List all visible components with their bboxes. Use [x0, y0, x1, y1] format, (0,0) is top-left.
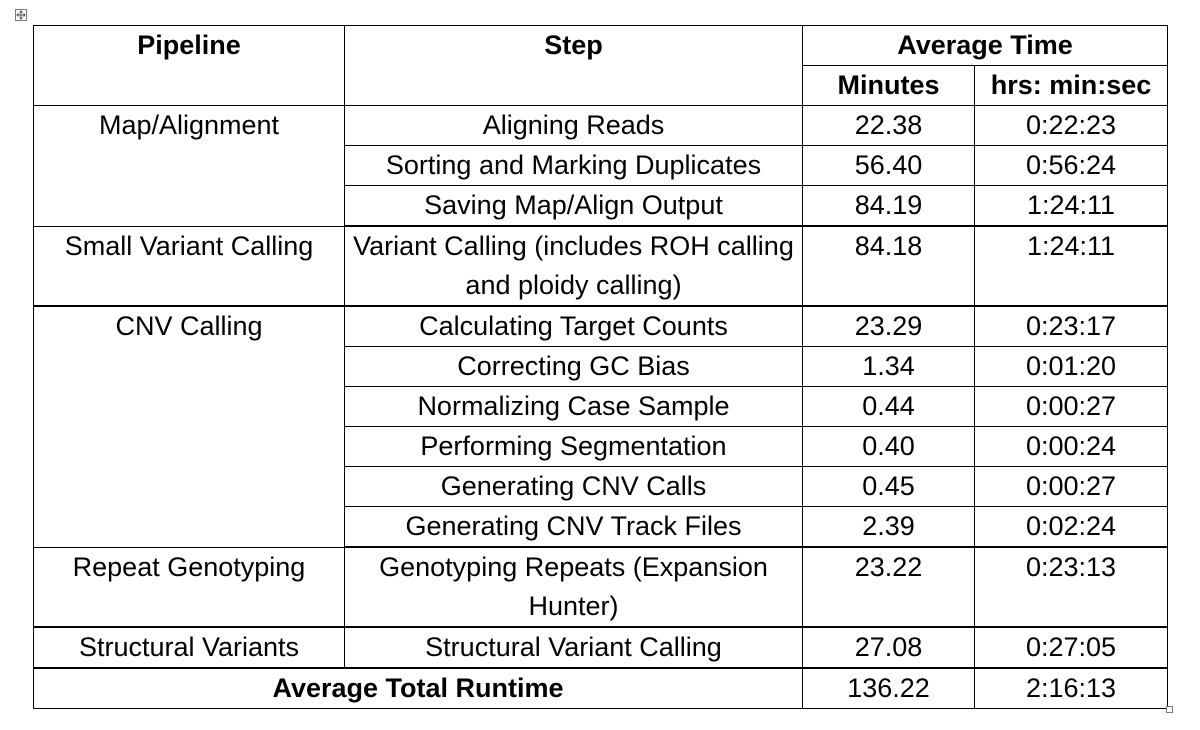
minutes-cell: 27.08 — [803, 627, 975, 668]
hms-cell: 1:24:11 — [975, 186, 1168, 227]
hms-cell: 0:02:24 — [975, 507, 1168, 548]
minutes-cell: 22.38 — [803, 106, 975, 146]
step-cell: Aligning Reads — [345, 106, 803, 146]
hms-cell: 0:23:17 — [975, 306, 1168, 347]
total-label: Average Total Runtime — [34, 668, 803, 709]
pipeline-cell: Map/Alignment — [34, 106, 345, 227]
table-row — [34, 547, 1168, 627]
minutes-cell: 56.40 — [803, 146, 975, 186]
hms-cell: 0:56:24 — [975, 146, 1168, 186]
hms-cell: 1:24:11 — [975, 226, 1168, 306]
header-pipeline: Pipeline — [34, 26, 345, 106]
hms-cell: 0:00:24 — [975, 427, 1168, 467]
step-cell: Structural Variant Calling — [345, 627, 803, 668]
pipeline-cell: Structural Variants — [34, 627, 345, 668]
header-hms: hrs: min:sec — [975, 66, 1168, 106]
minutes-cell: 23.29 — [803, 306, 975, 347]
minutes-cell: 0.44 — [803, 387, 975, 427]
hms-cell: 0:27:05 — [975, 627, 1168, 668]
pipeline-cell: Small Variant Calling — [34, 226, 345, 306]
step-cell: Variant Calling (includes ROH calling and ploidy calling) — [345, 226, 803, 306]
minutes-cell: 23.22 — [803, 547, 975, 627]
step-cell: Genotyping Repeats (Expansion Hunter) — [345, 547, 803, 627]
pipeline-cell: CNV Calling — [34, 306, 345, 547]
minutes-cell: 84.18 — [803, 226, 975, 306]
step-cell: Calculating Target Counts — [345, 306, 803, 347]
minutes-cell: 0.40 — [803, 427, 975, 467]
total-minutes: 136.22 — [803, 668, 975, 709]
hms-cell: 0:22:23 — [975, 106, 1168, 146]
hms-cell: 0:01:20 — [975, 347, 1168, 387]
runtime-table — [33, 25, 1168, 709]
step-cell: Saving Map/Align Output — [345, 186, 803, 227]
table-row — [34, 306, 1168, 347]
header-minutes: Minutes — [803, 66, 975, 106]
table-row — [34, 226, 1168, 306]
hms-cell: 0:00:27 — [975, 387, 1168, 427]
hms-cell: 0:23:13 — [975, 547, 1168, 627]
hms-cell: 0:00:27 — [975, 467, 1168, 507]
header-average-time: Average Time — [803, 26, 1168, 66]
header-step: Step — [345, 26, 803, 106]
step-cell: Sorting and Marking Duplicates — [345, 146, 803, 186]
step-cell: Generating CNV Calls — [345, 467, 803, 507]
step-cell: Normalizing Case Sample — [345, 387, 803, 427]
step-cell: Correcting GC Bias — [345, 347, 803, 387]
total-row — [34, 668, 1168, 709]
minutes-cell: 1.34 — [803, 347, 975, 387]
table-move-handle-icon[interactable] — [15, 9, 27, 21]
minutes-cell: 2.39 — [803, 507, 975, 548]
table-body — [34, 106, 1168, 709]
minutes-cell: 84.19 — [803, 186, 975, 227]
total-hms: 2:16:13 — [975, 668, 1168, 709]
step-cell: Generating CNV Track Files — [345, 507, 803, 548]
table-resize-handle[interactable] — [1166, 706, 1173, 713]
pipeline-cell: Repeat Genotyping — [34, 547, 345, 627]
table-row — [34, 106, 1168, 146]
minutes-cell: 0.45 — [803, 467, 975, 507]
step-cell: Performing Segmentation — [345, 427, 803, 467]
table-row — [34, 627, 1168, 668]
